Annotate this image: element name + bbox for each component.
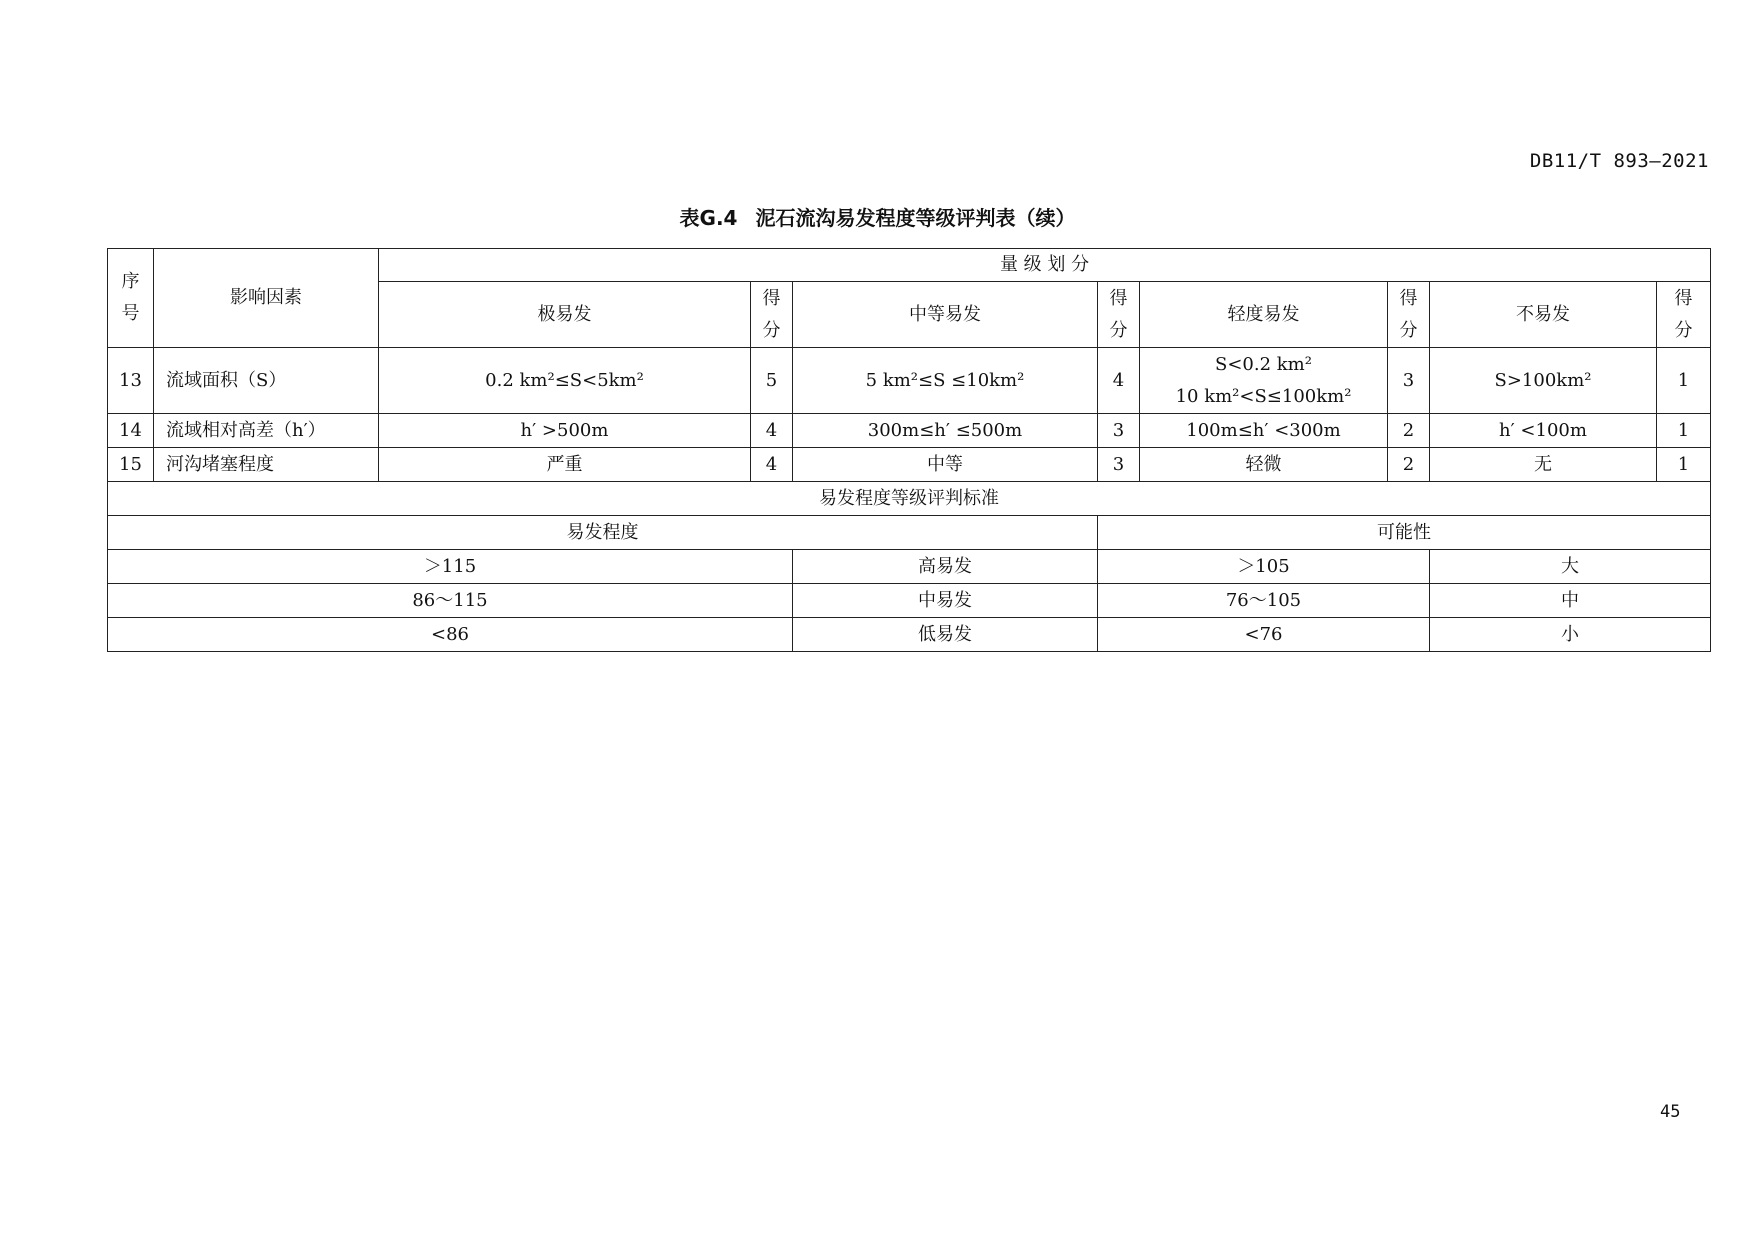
level-medium-cell: 5 km²≤S ≤10km² <box>793 348 1098 414</box>
score-header: 得 分 <box>1098 282 1140 348</box>
score-cell: 3 <box>1388 348 1430 414</box>
header-row-1 <box>108 249 1711 282</box>
score-cell: 5 <box>751 348 793 414</box>
level-mild-cell: 轻微 <box>1140 448 1388 482</box>
score-cell: 3 <box>1098 414 1140 448</box>
standard-possibility: 小 <box>1430 618 1711 652</box>
table-caption-id: 表G.4 <box>679 206 738 230</box>
standard-col-possibility: 可能性 <box>1098 516 1711 550</box>
score-cell: 1 <box>1657 414 1711 448</box>
score-cell: 1 <box>1657 348 1711 414</box>
score-cell: 4 <box>1098 348 1140 414</box>
score-cell: 1 <box>1657 448 1711 482</box>
level-header-extreme: 极易发 <box>379 282 751 348</box>
level-unlikely-cell: 无 <box>1430 448 1657 482</box>
standard-score-range-2: 76～105 <box>1098 584 1430 618</box>
standard-row <box>108 550 1711 584</box>
standard-grade: 高易发 <box>793 550 1098 584</box>
score-header: 得 分 <box>1657 282 1711 348</box>
standard-possibility: 中 <box>1430 584 1711 618</box>
table-row <box>108 348 1711 414</box>
score-cell: 4 <box>751 448 793 482</box>
level-header-unlikely: 不易发 <box>1430 282 1657 348</box>
standard-title-row <box>108 482 1711 516</box>
level-medium-cell: 中等 <box>793 448 1098 482</box>
level-extreme-cell: 0.2 km²≤S<5km² <box>379 348 751 414</box>
standard-score-range-2: ＞105 <box>1098 550 1430 584</box>
standard-header-row <box>108 516 1711 550</box>
document-code: DB11/T 893—2021 <box>1529 150 1709 172</box>
factor-header: 影响因素 <box>154 249 379 348</box>
level-header-mild: 轻度易发 <box>1140 282 1388 348</box>
table-row <box>108 414 1711 448</box>
standard-possibility: 大 <box>1430 550 1711 584</box>
factor-name: 河沟堵塞程度 <box>154 448 379 482</box>
seq-header: 序 号 <box>108 249 154 348</box>
score-cell: 4 <box>751 414 793 448</box>
standard-title: 易发程度等级评判标准 <box>108 482 1711 516</box>
level-unlikely-cell: h′ <100m <box>1430 414 1657 448</box>
standard-score-range: ＞115 <box>108 550 793 584</box>
level-medium-cell: 300m≤h′ ≤500m <box>793 414 1098 448</box>
level-extreme-cell: 严重 <box>379 448 751 482</box>
score-cell: 2 <box>1388 414 1430 448</box>
row-number: 15 <box>108 448 154 482</box>
standard-score-range: <86 <box>108 618 793 652</box>
row-number: 14 <box>108 414 154 448</box>
standard-grade: 低易发 <box>793 618 1098 652</box>
score-header: 得 分 <box>1388 282 1430 348</box>
score-header: 得 分 <box>751 282 793 348</box>
standard-row <box>108 584 1711 618</box>
standard-score-range: 86～115 <box>108 584 793 618</box>
table-caption-title: 泥石流沟易发程度等级评判表（续） <box>755 206 1076 230</box>
page-number: 45 <box>1660 1102 1681 1122</box>
score-cell: 3 <box>1098 448 1140 482</box>
table-row <box>108 448 1711 482</box>
standard-col-susceptibility: 易发程度 <box>108 516 1098 550</box>
rating-table <box>107 248 1711 652</box>
grading-header: 量 级 划 分 <box>379 249 1711 282</box>
score-cell: 2 <box>1388 448 1430 482</box>
row-number: 13 <box>108 348 154 414</box>
standard-grade: 中易发 <box>793 584 1098 618</box>
level-mild-cell: 100m≤h′ <300m <box>1140 414 1388 448</box>
factor-name: 流域面积（S） <box>154 348 379 414</box>
level-mild-cell: S<0.2 km² 10 km²<S≤100km² <box>1140 348 1388 414</box>
factor-name: 流域相对高差（h′） <box>154 414 379 448</box>
level-extreme-cell: h′ >500m <box>379 414 751 448</box>
table-caption <box>0 202 1755 231</box>
level-unlikely-cell: S>100km² <box>1430 348 1657 414</box>
level-header-medium: 中等易发 <box>793 282 1098 348</box>
standard-row <box>108 618 1711 652</box>
standard-score-range-2: <76 <box>1098 618 1430 652</box>
